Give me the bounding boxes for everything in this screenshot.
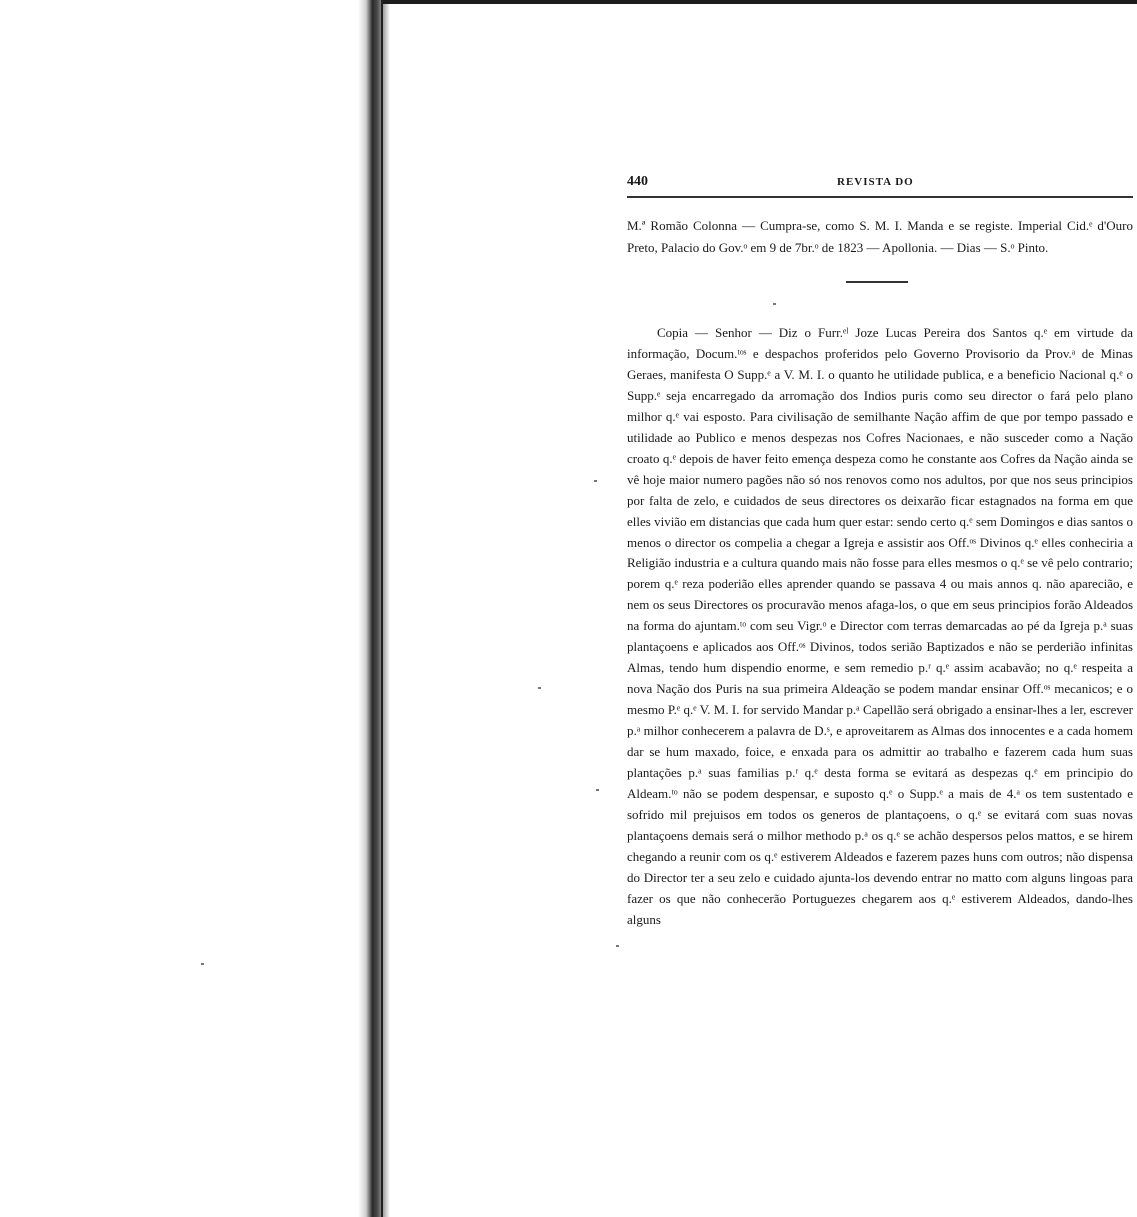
scan-speck <box>594 480 597 482</box>
scan-speck <box>538 687 541 689</box>
intro-paragraph: M.ª Romão Colonna — Cumpra-se, como S. M. I. Manda e se registe. Imperial Cid.ᵉ d'Ouro Preto, Palacio do Gov.ᵒ em 9 de 7br.ᵒ de 1823 — Apollonia. — Dias — S.ᵒ Pinto. <box>627 218 1133 255</box>
book-spine-line <box>381 0 383 1217</box>
header-rule <box>627 196 1133 198</box>
scan-speck <box>596 789 599 791</box>
scan-speck <box>201 963 204 965</box>
page-number: 440 <box>627 174 648 189</box>
body-paragraph: Copia — Senhor — Diz o Furr.ᵉˡ Joze Lucas Pereira dos Santos q.ᵉ em virtude da informação, Docum.ᵗᵒˢ e despachos proferidos pelo Governo Provisorio da Prov.ᵃ de Minas Geraes, manifesta O Supp.ᵉ a V. M. I. o quanto he utilidade publica, e a beneficio Nacional q.ᵉ o Supp.ᵉ seja encarregado da arromação dos Indios puris como seu director o fará pelo plano milhor q.ᵉ vai esposto. Para civilisação de semilhante Nação affim de que por tempo passado e utilidade ao Publico e menos despezas nos Cofres Nacionaes, e não susceder como a Nação croato q.ᵉ depois de haver feito emença despeza como he constante aos Cofres da Nação ainda se vê hoje maior numero pagões não só nos renovos como nos adultos, por que nos seus principios por falta de zelo, e cuidados de seus directores os deixarão ficar estagnados na forma em que elles vivião em distancias que cada hum quer estar: sendo certo q.ᵉ sem Domingos e dias santos o menos o director os compelia a chegar a Igreja e assistir aos Off.ᵒˢ Divinos q.ᵉ elles conheciria a Religião industria e a cultura quando mais não fosse para elles mesmos o q.ᵉ se vê pelo contrario; porem q.ᵉ reza poderião elles aprender quando se passava 4 ou mais annos q. não aparecião, e nem os seus Directores os procuravão menos afaga-los, o que em seus principios forão Aldeados na forma do ajuntam.ᵗᵒ com seu Vigr.ᵒ e Director com terras demarcadas ao pé da Igreja p.ᵃ suas plantaçoens e aplicados aos Off.ᵒˢ Divinos, todos serião Baptizados e não se perderião infinitas Almas, tendo hum dispendio enorme, e sem remedio p.ʳ q.ᵉ assim acabavão; no q.ᵉ respeita a nova Nação dos Puris na sua primeira Aldeação se podem mandar ensinar Off.ᵒˢ mecanicos; e o mesmo P.ᵉ q.ᵉ V. M. I. for servido Mandar p.ᵃ Capellão será obrigado a ensinar-lhes a ler, escrever p.ᵃ milhor conhecerem a palavra de D.ˢ, e aproveitarem as Almas dos innocentes e a cada homem dar se hum maxado, foice, e enxada para os admittir ao trabalho e fazerem cada hum suas plantações p.ᵃ suas familias p.ʳ q.ᵉ desta forma se evitará as despezas q.ᵉ em principio do Aldeam.ᵗᵒ não se podem despensar, e suposto q.ᵉ o Supp.ᵉ a mais de 4.ᵃ os tem sustentado e sofrido mil prejuisos em todos os generos de plantaçoens, o q.ᵉ se evitará com suas novas plantaçoens demais será o milhor methodo p.ᵃ os q.ᵉ se achão despersos pelos mattos, e se hirem chegando a reunir com os q.ᵉ estiverem Aldeados e fazerem pazes huns com outros; não dispensa do Director ter a seu zelo e cuidado ajunta-los devendo entrar no matto com alguns lingoas para fazer os que não conhecerão Portuguezes chegarem aos q.ᵉ estiverem Aldeados, dando-lhes alguns <box>627 325 1133 927</box>
page-top-edge <box>383 0 1137 4</box>
book-gutter-shadow <box>358 0 390 1217</box>
section-separator <box>846 281 908 283</box>
book-page <box>627 174 1133 931</box>
journal-title: REVISTA DO <box>837 176 914 188</box>
running-head <box>627 174 1133 194</box>
scan-speck <box>616 945 619 947</box>
